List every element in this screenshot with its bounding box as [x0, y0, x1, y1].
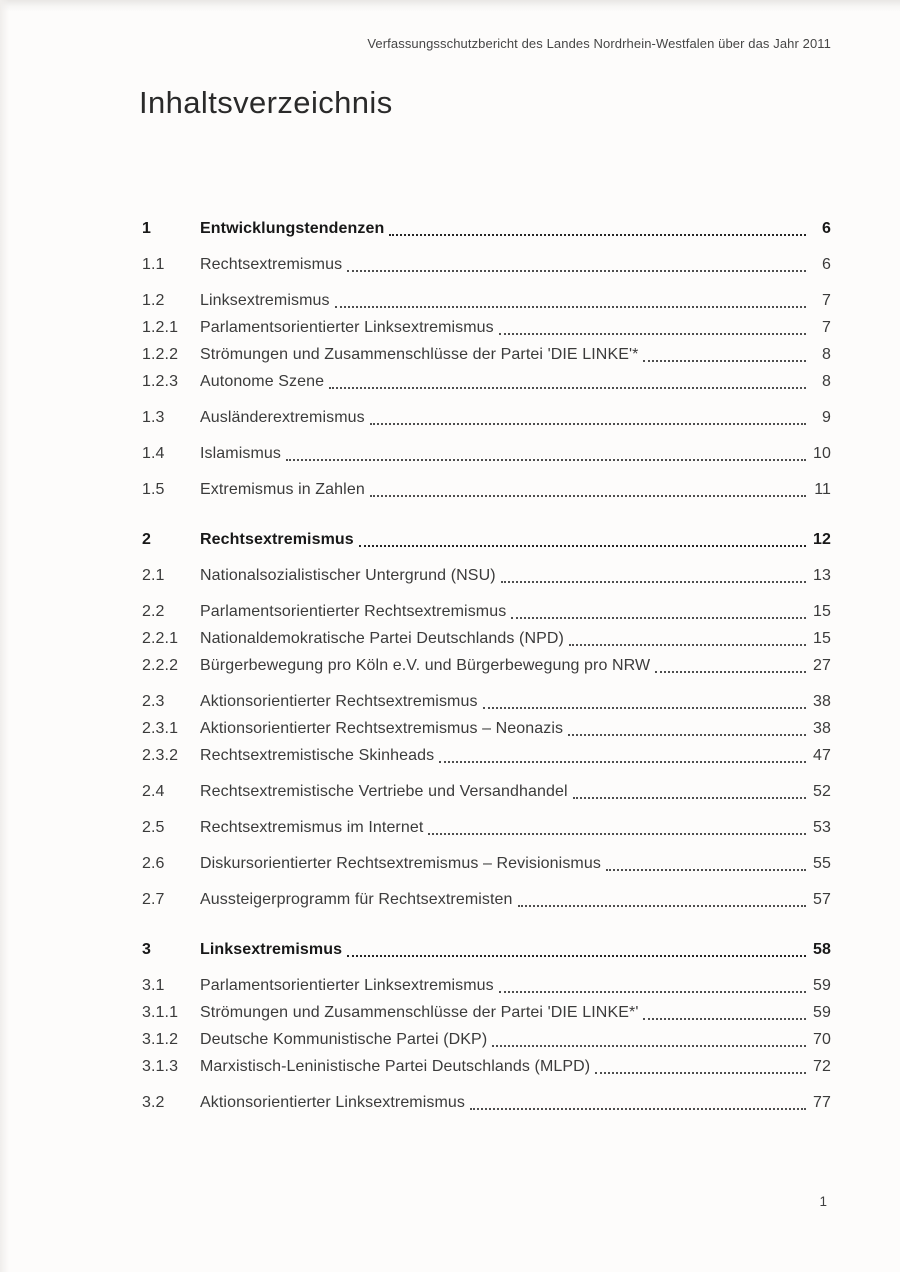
toc-leader-dots [643, 1018, 806, 1020]
toc-entry-page: 8 [822, 346, 831, 363]
running-header: Verfassungsschutzbericht des Landes Nordrhein-Westfalen über das Jahr 2011 [367, 36, 831, 51]
toc-entry [142, 253, 831, 277]
toc-entry [142, 600, 831, 624]
toc-entry-title: Deutsche Kommunistische Partei (DKP) [200, 1031, 488, 1048]
toc-entry [142, 316, 831, 340]
toc-leader-dots [347, 270, 806, 272]
toc-leader-dots [573, 797, 806, 799]
toc-leader-dots [499, 333, 806, 335]
toc-entry-page: 72 [813, 1058, 831, 1075]
toc-entry-page: 6 [822, 220, 831, 237]
toc-entry-page: 38 [813, 720, 831, 737]
toc-entry-page: 15 [813, 603, 831, 620]
toc-entry [142, 690, 831, 714]
toc-entry-title: Linksextremismus [200, 292, 330, 309]
toc-entry [142, 974, 831, 998]
toc-leader-dots [568, 734, 806, 736]
toc-entry-number: 1.5 [142, 481, 165, 498]
toc-leader-dots [359, 545, 806, 547]
toc-entry-title: Strömungen und Zusammenschlüsse der Partei 'DIE LINKE*' [200, 1004, 639, 1021]
toc-entry [142, 528, 831, 552]
toc-entry-number: 3 [142, 941, 151, 958]
toc-entry-number: 2.3.1 [142, 720, 179, 737]
toc-leader-dots [370, 423, 806, 425]
toc-entry-number: 3.1.2 [142, 1031, 179, 1048]
toc-entry-number: 3.2 [142, 1094, 165, 1111]
toc-entry-number: 2.6 [142, 855, 165, 872]
toc-leader-dots [499, 991, 806, 993]
toc-entry-page: 10 [813, 445, 831, 462]
toc-entry-title: Diskursorientierter Rechtsextremismus – Revisionismus [200, 855, 601, 872]
toc-leader-dots [428, 833, 806, 835]
page-number: 1 [819, 1194, 827, 1209]
toc-entry-page: 59 [813, 1004, 831, 1021]
toc-entry-title: Ausländerextremismus [200, 409, 365, 426]
toc-entry-number: 1.2 [142, 292, 165, 309]
toc-entry [142, 780, 831, 804]
toc-entry [142, 627, 831, 651]
toc-leader-dots [370, 495, 806, 497]
toc-entry-number: 1.2.2 [142, 346, 179, 363]
toc-entry [142, 217, 831, 241]
toc-list [142, 217, 831, 1115]
toc-leader-dots [643, 360, 806, 362]
toc-entry-page: 13 [813, 567, 831, 584]
toc-entry-title: Rechtsextremistische Skinheads [200, 747, 435, 764]
toc-entry [142, 1055, 831, 1079]
toc-entry-title: Rechtsextremismus [200, 531, 354, 548]
toc-entry [142, 1028, 831, 1052]
toc-entry-number: 3.1.3 [142, 1058, 179, 1075]
toc-leader-dots [483, 707, 806, 709]
toc-leader-dots [439, 761, 806, 763]
toc-leader-dots [286, 459, 806, 461]
toc-leader-dots [511, 617, 806, 619]
toc-leader-dots [492, 1045, 806, 1047]
toc-entry-number: 2.1 [142, 567, 165, 584]
toc-entry-page: 52 [813, 783, 831, 800]
toc-entry [142, 744, 831, 768]
toc-entry [142, 289, 831, 313]
toc-entry [142, 1001, 831, 1025]
toc-leader-dots [518, 905, 806, 907]
toc-entry-title: Bürgerbewegung pro Köln e.V. und Bürgerbewegung pro NRW [200, 657, 651, 674]
toc-leader-dots [347, 955, 806, 957]
toc-entry [142, 343, 831, 367]
toc-entry [142, 442, 831, 466]
toc-entry-title: Strömungen und Zusammenschlüsse der Partei 'DIE LINKE'* [200, 346, 639, 363]
toc-entry-title: Autonome Szene [200, 373, 325, 390]
toc-entry-number: 1 [142, 220, 151, 237]
page-title: Inhaltsverzeichnis [139, 84, 393, 120]
toc-entry-title: Rechtsextremistische Vertriebe und Versandhandel [200, 783, 568, 800]
toc-entry-title: Islamismus [200, 445, 282, 462]
toc-entry [142, 654, 831, 678]
toc-entry-page: 27 [813, 657, 831, 674]
scan-edge-left [0, 0, 9, 1272]
toc-entry-number: 1.3 [142, 409, 165, 426]
toc-leader-dots [389, 234, 806, 236]
toc-entry-title: Aussteigerprogramm für Rechtsextremisten [200, 891, 513, 908]
toc-entry-page: 6 [822, 256, 831, 273]
toc-entry [142, 406, 831, 430]
toc-entry-title: Extremismus in Zahlen [200, 481, 365, 498]
toc-entry-number: 2.5 [142, 819, 165, 836]
toc-entry-title: Aktionsorientierter Linksextremismus [200, 1094, 466, 1111]
scan-edge-top [0, 0, 900, 12]
toc-entry [142, 816, 831, 840]
toc-entry-title: Nationalsozialistischer Untergrund (NSU) [200, 567, 496, 584]
toc-entry-number: 2.3 [142, 693, 165, 710]
toc-entry-title: Entwicklungstendenzen [200, 220, 385, 237]
toc-entry-page: 70 [813, 1031, 831, 1048]
toc-entry-title: Linksextremismus [200, 941, 343, 958]
toc-leader-dots [606, 869, 806, 871]
toc-entry [142, 852, 831, 876]
toc-entry-title: Rechtsextremismus [200, 256, 343, 273]
toc-entry-page: 47 [813, 747, 831, 764]
toc-entry-number: 1.1 [142, 256, 165, 273]
toc-entry-page: 8 [822, 373, 831, 390]
toc-entry-page: 58 [813, 941, 831, 958]
toc-entry [142, 478, 831, 502]
toc-entry [142, 888, 831, 912]
toc-entry [142, 370, 831, 394]
toc-entry-title: Aktionsorientierter Rechtsextremismus – Neonazis [200, 720, 564, 737]
toc-entry-number: 3.1.1 [142, 1004, 179, 1021]
toc-entry-page: 38 [813, 693, 831, 710]
toc-entry-number: 1.2.3 [142, 373, 179, 390]
toc-entry-title: Marxistisch-Leninistische Partei Deutschlands (MLPD) [200, 1058, 591, 1075]
toc-entry-title: Aktionsorientierter Rechtsextremismus [200, 693, 478, 710]
toc-entry-title: Parlamentsorientierter Rechtsextremismus [200, 603, 507, 620]
toc-entry-number: 1.2.1 [142, 319, 179, 336]
toc-entry-page: 7 [822, 319, 831, 336]
toc-entry-number: 2.2.2 [142, 657, 179, 674]
toc-entry [142, 1091, 831, 1115]
toc-entry-page: 9 [822, 409, 831, 426]
toc-leader-dots [501, 581, 806, 583]
toc-entry-number: 2 [142, 531, 151, 548]
toc-entry-page: 55 [813, 855, 831, 872]
toc-leader-dots [569, 644, 806, 646]
toc-entry-page: 77 [813, 1094, 831, 1111]
toc-entry-page: 57 [813, 891, 831, 908]
toc-entry-number: 3.1 [142, 977, 165, 994]
toc-leader-dots [470, 1108, 806, 1110]
toc-leader-dots [329, 387, 806, 389]
toc-entry-page: 59 [813, 977, 831, 994]
toc-entry-number: 2.7 [142, 891, 165, 908]
toc-leader-dots [335, 306, 806, 308]
toc-entry [142, 564, 831, 588]
toc-leader-dots [595, 1072, 806, 1074]
toc-entry-number: 2.3.2 [142, 747, 179, 764]
toc-entry-number: 2.2.1 [142, 630, 179, 647]
toc-leader-dots [655, 671, 806, 673]
toc-entry-number: 1.4 [142, 445, 165, 462]
toc-entry-title: Parlamentsorientierter Linksextremismus [200, 319, 494, 336]
toc-entry-page: 53 [813, 819, 831, 836]
toc-entry-title: Rechtsextremismus im Internet [200, 819, 424, 836]
toc-entry [142, 717, 831, 741]
toc-entry-title: Nationaldemokratische Partei Deutschlands (NPD) [200, 630, 564, 647]
toc-entry-title: Parlamentsorientierter Linksextremismus [200, 977, 494, 994]
toc-entry [142, 938, 831, 962]
toc-entry-number: 2.4 [142, 783, 165, 800]
toc-entry-page: 7 [822, 292, 831, 309]
toc-entry-page: 15 [813, 630, 831, 647]
toc-entry-number: 2.2 [142, 603, 165, 620]
toc-entry-page: 11 [814, 481, 831, 498]
toc-entry-page: 12 [813, 531, 831, 548]
